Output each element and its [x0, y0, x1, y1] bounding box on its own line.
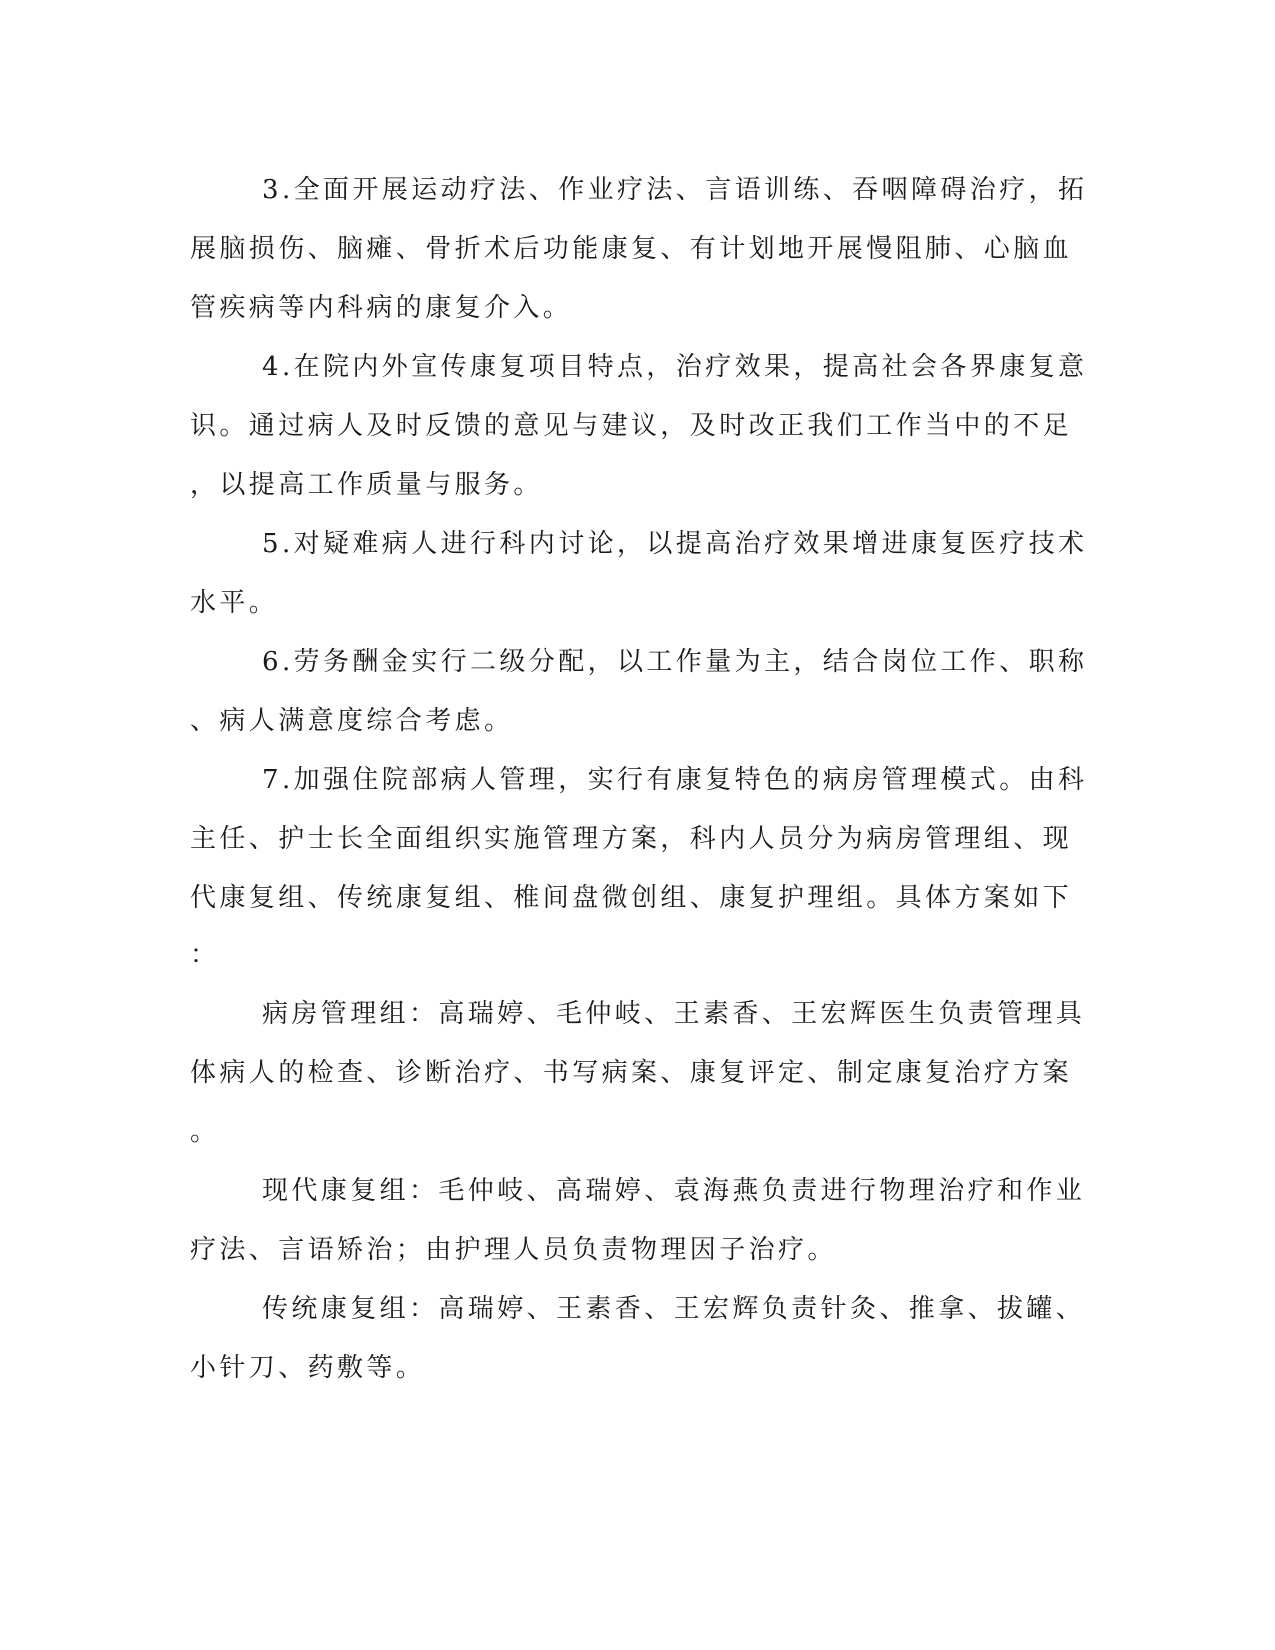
paragraph-6-line-2: 、病人满意度综合考虑。 [190, 706, 514, 736]
ward-team-line-3: 。 [190, 1117, 220, 1147]
paragraph-7-line-4: ： [190, 940, 220, 970]
ward-team-line-2: 体病人的检查、诊断治疗、书写病案、康复评定、制定康复治疗方案 [190, 1058, 1073, 1088]
paragraph-5-line-1: 5.对疑难病人进行科内讨论，以提高治疗效果增进康复医疗技术 [262, 529, 1088, 559]
traditional-rehab-team-line-1: 传统康复组：高瑞婷、王素香、王宏辉负责针灸、推拿、拔罐、 [262, 1294, 1086, 1324]
paragraph-4-line-3: ，以提高工作质量与服务。 [190, 470, 543, 500]
paragraph-4-line-1: 4.在院内外宣传康复项目特点，治疗效果，提高社会各界康复意 [262, 352, 1088, 382]
modern-rehab-team-line-1: 现代康复组：毛仲岐、高瑞婷、袁海燕负责进行物理治疗和作业 [262, 1176, 1086, 1206]
paragraph-7-line-1: 7.加强住院部病人管理，实行有康复特色的病房管理模式。由科 [262, 765, 1088, 795]
paragraph-6-line-1: 6.劳务酬金实行二级分配，以工作量为主，结合岗位工作、职称 [262, 647, 1088, 677]
paragraph-4-line-2: 识。通过病人及时反馈的意见与建议，及时改正我们工作当中的不足 [190, 411, 1073, 441]
paragraph-3-line-1: 3.全面开展运动疗法、作业疗法、言语训练、吞咽障碍治疗，拓 [262, 175, 1088, 205]
paragraph-5-line-2: 水平。 [190, 588, 279, 618]
paragraph-3-line-2: 展脑损伤、脑瘫、骨折术后功能康复、有计划地开展慢阻肺、心脑血 [190, 234, 1073, 264]
paragraph-7-line-2: 主任、护士长全面组织实施管理方案，科内人员分为病房管理组、现 [190, 824, 1073, 854]
traditional-rehab-team-line-2: 小针刀、药敷等。 [190, 1353, 426, 1383]
ward-team-line-1: 病房管理组：高瑞婷、毛仲岐、王素香、王宏辉医生负责管理具 [262, 999, 1086, 1029]
paragraph-7-line-3: 代康复组、传统康复组、椎间盘微创组、康复护理组。具体方案如下 [190, 883, 1073, 913]
modern-rehab-team-line-2: 疗法、言语矫治；由护理人员负责物理因子治疗。 [190, 1235, 837, 1265]
paragraph-3-line-3: 管疾病等内科病的康复介入。 [190, 293, 573, 323]
